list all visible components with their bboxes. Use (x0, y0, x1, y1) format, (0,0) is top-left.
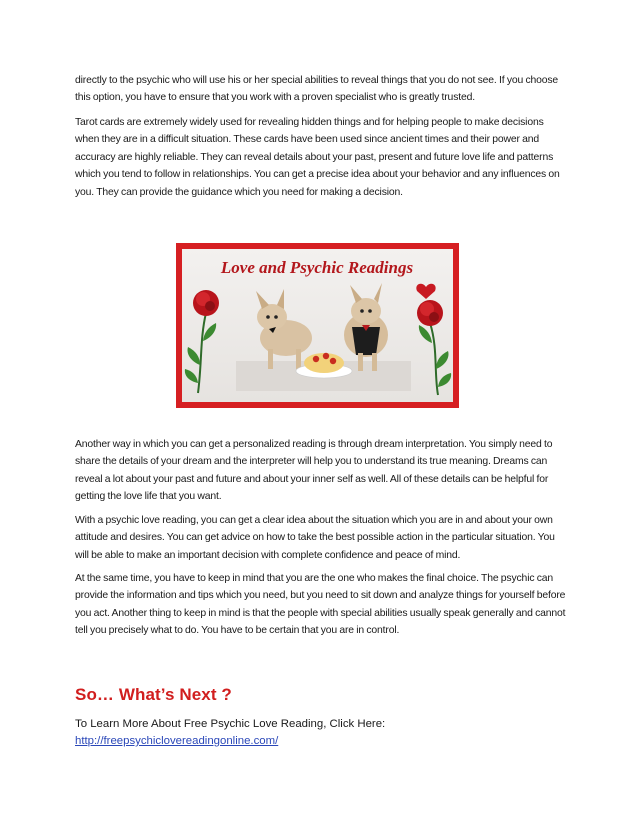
banner-text: Love and Psychic Readings (220, 258, 414, 277)
paragraph-tarot: Tarot cards are extremely widely used for revealing hidden things and for helping people to make decisions when they are in a difficult situation. These cards have been used since ancient times and their power and accuracy are highly reliable. They can reveal details about your past, present and future love life and patterns which you tend to follow in relationships. You can get a precise idea about your behavior and any influences on you. They can provide the guidance which you need for making a decision. (75, 117, 560, 198)
paragraph-love-reading: With a psychic love reading, you can get a clear idea about the situation which you are in and about your own attitude and desires. You can get advice on how to take the best possible action in the particular situation. You will be able to make an important decision with complete confidence and peace of mind. (75, 515, 555, 561)
paragraph-final-choice: At the same time, you have to keep in mind that you are the one who makes the final choice. The psychic can provide the information and tips which you need, but you need to sit down and analyze things for yourself before you act. Another thing to keep in mind is that the people with special abilities usually speak generally and cannot tell you precisely what to do. You have to be certain that you are in control. (75, 573, 566, 637)
cta-text: To Learn More About Free Psychic Love Reading, Click Here: (75, 718, 386, 730)
paragraph-dream: Another way in which you can get a personalized reading is through dream interpretation. You simply need to share the details of your dream and the interpreter will help you to understand its true meaning. Dreams can reveal a lot about your past and future and about your inner self as well. All of these details can be helpful for getting the love life that you want. (75, 439, 553, 503)
love-psychic-readings-image (176, 243, 459, 408)
paragraph-psychic: directly to the psychic who will use his or her special abilities to reveal things that you do not see. If you choose this option, you have to ensure that you work with a proven specialist who is greatly trusted. (75, 75, 559, 104)
site-link[interactable]: http://freepsychiclovereadingonline.com/ (75, 735, 279, 747)
illustration (176, 243, 459, 408)
section-heading: So… What’s Next ? (75, 685, 232, 704)
